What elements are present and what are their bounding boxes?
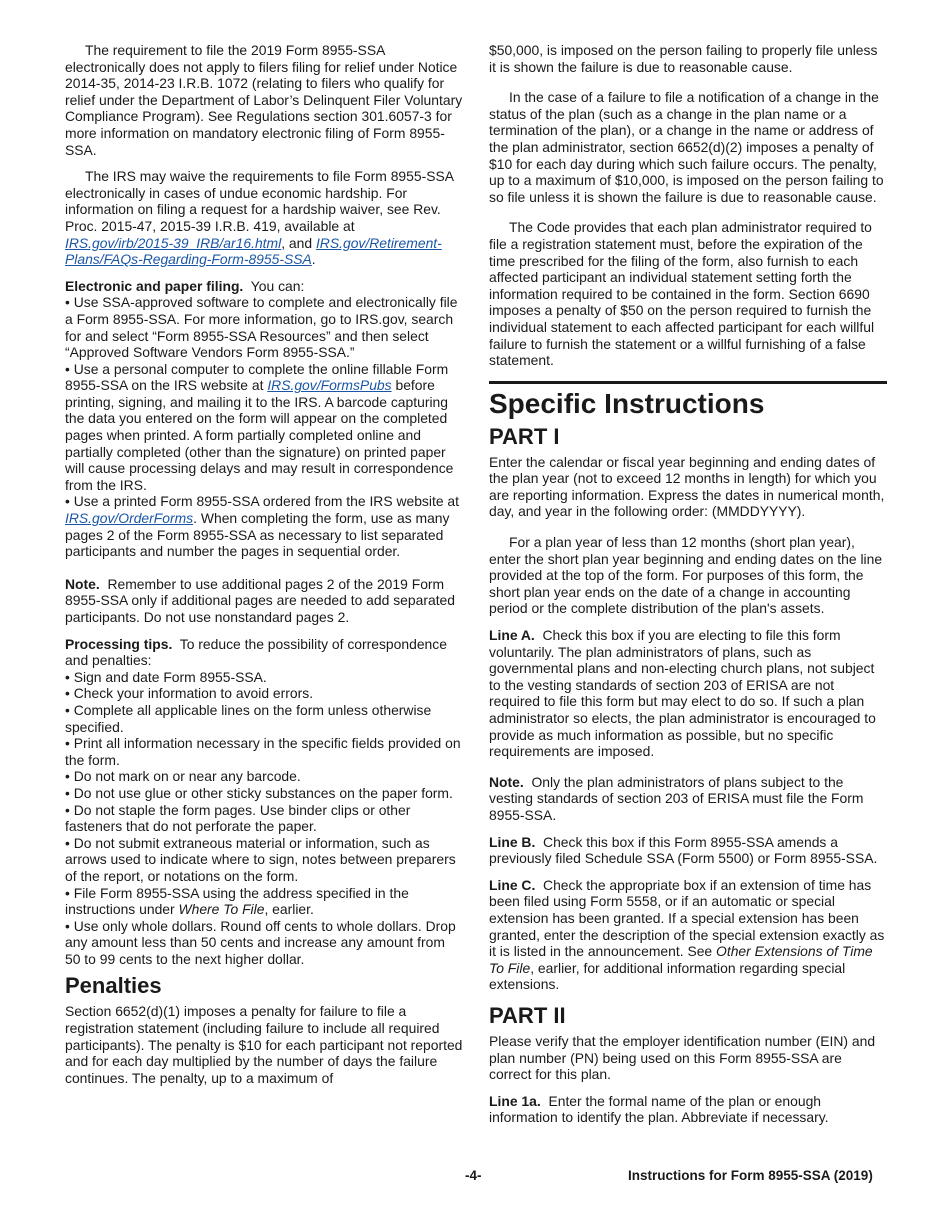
footer-form-title: Instructions for Form 8955-SSA (2019) (628, 1168, 873, 1183)
paragraph-mandatory-efile: The requirement to file the 2019 Form 8955-SSA electronically does not apply to filers filing for relief under Notice 2014-35, 2014-23 I.R.B. 1072 (relating to filers who qualify for relief under the Department of Labor’s Delinquent Filer Voluntary Compliance Program). See Regulations section 301.6057-3 for more information on mandatory electronic filing of Form 8955-SSA. (65, 42, 463, 158)
tip-item: • Print all information necessary in the specific fields provided on the form. (65, 735, 463, 768)
part2-heading: PART II (489, 1002, 566, 1028)
specific-instructions-heading: Specific Instructions (489, 381, 887, 420)
penalty-continued: $50,000, is imposed on the person failing to properly file unless it is shown the failure is due to reasonable cause. (489, 42, 878, 75)
part2-paragraph-1: Please verify that the employer identification number (EIN) and plan number (PN) being used on this Form 8955-SSA are correct for this plan. (489, 1032, 876, 1083)
note-paragraph-right: Note. Only the plan administrators of plans subject to the vesting standards of section 203 of ERISA must file the Form 8955-SSA. (489, 773, 864, 823)
faq-link[interactable]: IRS.gov/Retirement-Plans/FAQs-Regarding-Form-8955-SSA (65, 234, 442, 268)
part1-paragraph-2: For a plan year of less than 12 months (short plan year), enter the short plan year beginning and ending dates on the line provided at the top of the form. For purposes of this form, the short plan year ends on the date of a change in accounting period or the complete distribution of the plan's assets. (489, 534, 883, 617)
bullet-item: • Use a personal computer to complete the online fillable Form 8955-SSA on the IRS website at IRS.gov/FormsPubs before printing, signing, and mailing it to the IRS. A barcode capturing the data you entered on the form will appear on the completed pages when printed. A form partially completed online and partially completed (other than the signature) on printed paper will cause processing delays and may result in correspondence from the IRS. (65, 361, 463, 494)
tip-item: • Do not staple the form pages. Use binder clips or other fasteners that do not perforate the paper. (65, 802, 463, 835)
tip-item: • File Form 8955-SSA using the address specified in the instructions under Where To File, earlier. (65, 885, 463, 918)
left-column (65, 42, 463, 1096)
processing-tips: Processing tips. To reduce the possibility of correspondence and penalties: • Sign and date Form 8955-SSA. • Check your information to avoid errors. • Complete all applicable lines on the form unless otherwise specified. • Print all information necessary in the specific fields provided on the form. • Do not mark on or near any barcode. • Do not use glue or other sticky substances on the paper form. • Do not staple the form pages. Use binder clips or other fasteners that do not perforate the paper. • Do not submit extraneous material or information, such as arrows used to indicate where to sign, notes between preparers of the report, or notations on the form. • File Form 8955-SSA using the address specified in the instructions under Where To File, earlier. • Use only whole dollars. Round off cents to whole dollars. Drop any amount less than 50 cents and increase any amount from 50 to 99 cents to the next higher dollar. (65, 636, 463, 968)
bullet-item: • Use a printed Form 8955-SSA ordered from the IRS website at IRS.gov/OrderForms. When completing the form, use as many pages 2 of the Form 8955-SSA as necessary to list separated participants and number the pages in sequential order. (65, 493, 463, 559)
line-1a-paragraph: Line 1a. Enter the formal name of the plan or enough information to identify the plan. Abbreviate if necessary. (489, 1092, 829, 1126)
tip-item: • Check your information to avoid errors. (65, 685, 463, 702)
tip-item: • Use only whole dollars. Round off cents to whole dollars. Drop any amount less than 50 cents and increase any amount from 50 to 99 cents to the next higher dollar. (65, 918, 463, 968)
line-a-paragraph: Line A. Check this box if you are electing to file this form voluntarily. The plan administrators of plans, such as governmental plans and non-electing church plans, not subject to the vesting standards of section 203 of ERISA are not required to file this form but may elect to do so. If such a plan administrator so elects, the plan administrator is encouraged to provide as much information as possible, but no specific requirements are imposed. (489, 627, 876, 760)
line-c-paragraph: Line C. Check the appropriate box if an extension of time has been filed using Form 5558, or if an automatic or special extension has been granted. If a special extension has been granted, enter the description of the special extension exactly as it is listed in the announcement. See Other Extensions of Time To File, earlier, for additional information regarding special extensions. (489, 876, 885, 993)
tip-item: • Complete all applicable lines on the form unless otherwise specified. (65, 702, 463, 735)
order-forms-link[interactable]: IRS.gov/OrderForms (65, 510, 194, 527)
efile-heading: Electronic and paper filing. (65, 277, 244, 294)
part1-heading: PART I (489, 423, 560, 449)
paragraph-change-notification: In the case of a failure to file a notification of a change in the status of the plan (such as a change in the plan name or a termination of the plan), or a change in the name or address of the plan administrator, section 6652(d)(2) imposes a penalty of $10 for each day during which such failure occurs. The penalty, up to a maximum of $10,000, is imposed on the person failing to so file unless it is shown the failure is due to reasonable cause. (489, 89, 884, 205)
part1-paragraph-1: Enter the calendar or fiscal year beginning and ending dates of the plan year (not to exceed 12 months in length) for which you are reporting information. Express the dates in numerical month, day, and year in the following order: (MMDDYYYY). (489, 453, 885, 520)
page-number: -4- (465, 1168, 482, 1183)
line-b-paragraph: Line B. Check this box if this Form 8955-SSA amends a previously filed Schedule SSA (Form 5500) or Form 8955-SSA. (489, 833, 878, 867)
penalties-paragraph: Section 6652(d)(1) imposes a penalty for failure to file a registration statement (including failure to include all required participants). The penalty is $10 for each participant not reported and for each day multiplied by the number of days the failure continues. The penalty, up to a maximum of (65, 1003, 463, 1086)
irb-link[interactable]: IRS.gov/irb/2015-39_IRB/ar16.html (65, 234, 282, 251)
forms-pubs-link[interactable]: IRS.gov/FormsPubs (267, 377, 392, 394)
tip-item: • Sign and date Form 8955-SSA. (65, 669, 463, 686)
tip-item: • Do not use glue or other sticky substances on the paper form. (65, 785, 463, 802)
penalties-heading: Penalties (65, 973, 162, 999)
tip-item: • Do not submit extraneous material or information, such as arrows used to indicate where to sign, notes between preparers of the report, or notations on the form. (65, 835, 463, 885)
paragraph-code-provides: The Code provides that each plan administrator required to file a registration statement must, before the expiration of the time prescribed for the filing of the form, also furnish to each affected participant an individual statement setting forth the information required to be contained in the form. Section 6690 imposes a penalty of $50 on the person required to furnish the individual statement to each affected participant for each willful failure to furnish the statement or a willful furnishing of a false statement. (489, 219, 875, 369)
right-column (489, 42, 887, 1136)
tips-heading: Processing tips. (65, 635, 173, 652)
bullet-item: • Use SSA-approved software to complete and electronically file a Form 8955-SSA. For more information, go to IRS.gov, search for and select “Form 8955-SSA Resources” and then select “Approved Software Vendors Form 8955-SSA.” (65, 294, 463, 360)
note-paragraph: Note. Remember to use additional pages 2 of the 2019 Form 8955-SSA only if additional pages are needed to add separated participants. Do not use nonstandard pages 2. (65, 575, 456, 625)
paragraph-hardship-waiver: The IRS may waive the requirements to file Form 8955-SSA electronically in cases of undue economic hardship. For information on filing a request for a hardship waiver, see Rev. Proc. 2015-47, 2015-39 I.R.B. 419, available at IRS.gov/irb/2015-39_IRB/ar16.html, and IRS.gov/Retirement-Plans/FAQs-Regarding-Form-8955-SSA. (65, 168, 454, 268)
tip-item: • Do not mark on or near any barcode. (65, 768, 463, 785)
efile-section: Electronic and paper filing. You can: • Use SSA-approved software to complete and electronically file a Form 8955-SSA. For more information, go to IRS.gov, search for and select “Form 8955-SSA Resources” and then select “Approved Software Vendors Form 8955-SSA.” • Use a personal computer to complete the online fillable Form 8955-SSA on the IRS website at IRS.gov/FormsPubs before printing, signing, and mailing it to the IRS. A barcode capturing the data you entered on the form will appear on the completed pages when printed. A form partially completed online and partially completed (other than the signature) on printed paper will cause processing delays and may result in correspondence from the IRS. • Use a printed Form 8955-SSA ordered from the IRS website at IRS.gov/OrderForms. When completing the form, use as many pages 2 of the Form 8955-SSA as necessary to list separated participants and number the pages in sequential order. (65, 278, 463, 560)
